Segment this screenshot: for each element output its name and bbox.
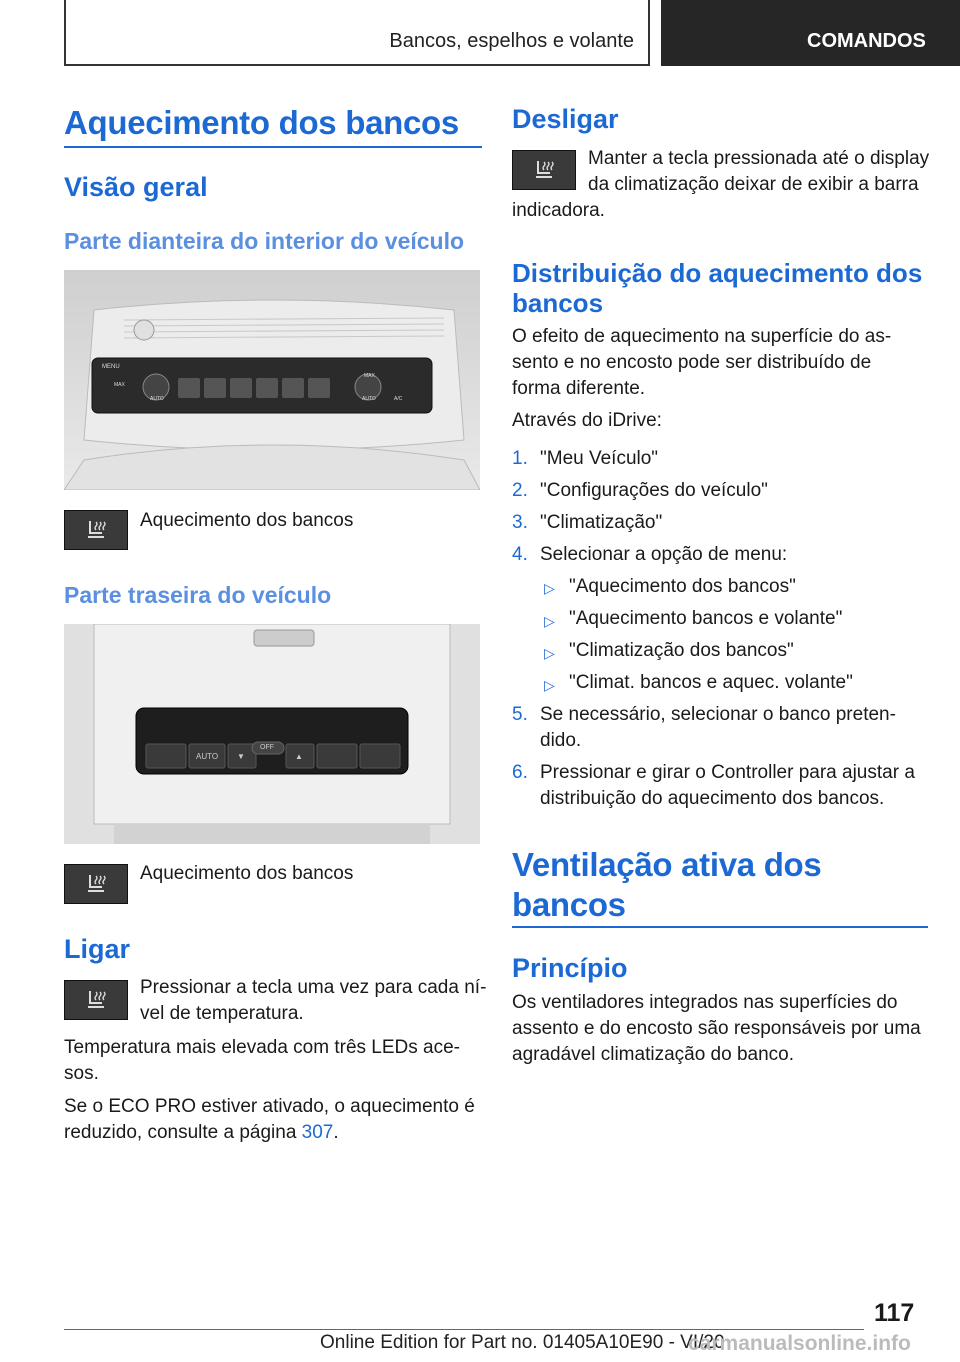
rear-climate-panel-photo	[64, 624, 480, 844]
temp-text-line1: Temperatura mais elevada com três LEDs ace-	[64, 1037, 460, 1058]
on-text-line1: Pressionar a tecla uma vez para cada ní-	[140, 977, 487, 998]
step-6-line1: Pressionar e girar o Controller para ajustar a	[540, 762, 915, 783]
seat-heating-button-icon-on	[64, 980, 128, 1020]
rear-panel-label-down: ▼	[237, 752, 245, 761]
page-number: 117	[874, 1299, 915, 1327]
distribution-heading-line2: bancos	[512, 288, 604, 318]
step-4-text: Selecionar a opção de menu:	[540, 544, 788, 565]
on-text-line2: vel de temperatura.	[140, 1003, 304, 1024]
step-3-text: "Climatização"	[540, 512, 663, 533]
option-bullet-icon: ▷	[544, 580, 555, 596]
step-number: 1.	[512, 448, 528, 469]
option-bullet-icon: ▷	[544, 645, 555, 661]
rear-panel-label-up: ▲	[295, 752, 303, 761]
step-number: 2.	[512, 480, 528, 501]
step-5-line1: Se necessário, selecionar o banco preten-	[540, 704, 896, 725]
seat-heating-icon	[82, 872, 110, 896]
header-chapter-box	[661, 0, 960, 66]
header-section-title: Bancos, espelhos e volante	[389, 30, 634, 52]
rear-heading: Parte traseira do veículo	[64, 582, 332, 608]
eco-page-link[interactable]: 307	[301, 1122, 334, 1143]
seat-heating-icon	[530, 158, 558, 182]
front-climate-panel-photo	[64, 270, 480, 490]
distribution-heading-line1: Distribuição do aquecimento dos	[512, 258, 923, 288]
eco-text-prefix: reduzido, consulte a página	[64, 1122, 302, 1143]
front-panel-label-max-right: MAX	[364, 373, 375, 379]
front-panel-label-auto-right: AUTO	[362, 396, 376, 402]
step-3	[512, 510, 528, 536]
front-panel-label-auto-left: AUTO	[150, 396, 164, 402]
title-rule	[64, 146, 482, 148]
principle-line1: Os ventiladores integrados nas superfícies do	[512, 992, 898, 1013]
rear-caption: Aquecimento dos bancos	[140, 863, 354, 884]
front-heading: Parte dianteira do interior do veículo	[64, 228, 465, 254]
principle-line3: agradável climatização do banco.	[512, 1044, 795, 1065]
option-4: "Climat. bancos e aquec. volante"	[569, 672, 853, 693]
step-1-text: "Meu Veículo"	[540, 448, 659, 469]
off-text-line2: da climatização deixar de exibir a barra	[588, 174, 919, 195]
ventilation-rule	[512, 926, 928, 928]
step-2-text: "Configurações do veículo"	[540, 480, 768, 501]
seat-heating-button-icon-off	[512, 150, 576, 190]
seat-heating-icon	[82, 518, 110, 542]
option-bullet-icon: ▷	[544, 613, 555, 629]
step-5-number: 5.	[512, 704, 528, 725]
front-panel-label-ac: A/C	[394, 396, 403, 402]
step-1	[512, 446, 528, 472]
option-3: "Climatização dos bancos"	[569, 640, 794, 661]
header-chapter-title: COMANDOS	[807, 30, 926, 52]
rear-panel-illustration	[64, 624, 480, 844]
step-5-line2: dido.	[540, 730, 582, 751]
temp-text-line2: sos.	[64, 1063, 99, 1084]
front-panel-label-menu: MENU	[102, 364, 120, 370]
footer-edition: Online Edition for Part no. 01405A10E90 - VI/20	[320, 1332, 725, 1353]
step-4	[512, 542, 528, 568]
dist-text-line2: sento e no encosto pode ser distribuído de	[512, 352, 872, 373]
eco-text-line2	[64, 1120, 339, 1146]
dist-text-line3: forma diferente.	[512, 378, 646, 399]
ventilation-heading-line1: Ventilação ativa dos	[512, 846, 822, 883]
step-number: 3.	[512, 512, 528, 533]
footer-watermark: carmanualsonline.info	[688, 1332, 911, 1355]
front-panel-illustration	[64, 270, 480, 490]
dist-text-line1: O efeito de aquecimento na superfície do as-	[512, 326, 892, 347]
front-panel-label-max-left: MAX	[114, 382, 125, 388]
eco-text-suffix: .	[333, 1122, 339, 1143]
principle-heading: Princípio	[512, 953, 628, 983]
off-heading: Desligar	[512, 104, 619, 134]
rear-panel-label-auto: AUTO	[196, 752, 219, 761]
rear-panel-label-off: OFF	[260, 744, 274, 751]
off-text-line3: indicadora.	[512, 200, 605, 221]
step-6-number: 6.	[512, 762, 528, 783]
step-number: 4.	[512, 544, 528, 565]
option-bullet-icon: ▷	[544, 677, 555, 693]
page-title: Aquecimento dos bancos	[64, 104, 459, 141]
seat-heating-icon	[82, 988, 110, 1012]
seat-heating-button-icon	[64, 510, 128, 550]
on-heading: Ligar	[64, 934, 131, 964]
eco-text-line1: Se o ECO PRO estiver ativado, o aquecimento é	[64, 1096, 475, 1117]
step-6-line2: distribuição do aquecimento dos bancos.	[540, 788, 885, 809]
step-2	[512, 478, 528, 504]
option-1: "Aquecimento dos bancos"	[569, 576, 796, 597]
ventilation-heading-line2: bancos	[512, 886, 626, 923]
principle-line2: assento e do encosto são responsáveis por uma	[512, 1018, 921, 1039]
off-text-line1: Manter a tecla pressionada até o display	[588, 148, 930, 169]
footer-rule	[64, 1329, 864, 1330]
front-caption: Aquecimento dos bancos	[140, 510, 354, 531]
option-2: "Aquecimento bancos e volante"	[569, 608, 843, 629]
overview-heading: Visão geral	[64, 172, 208, 202]
seat-heating-button-icon-rear	[64, 864, 128, 904]
header-section-box	[64, 0, 650, 66]
via-idrive: Através do iDrive:	[512, 410, 662, 431]
